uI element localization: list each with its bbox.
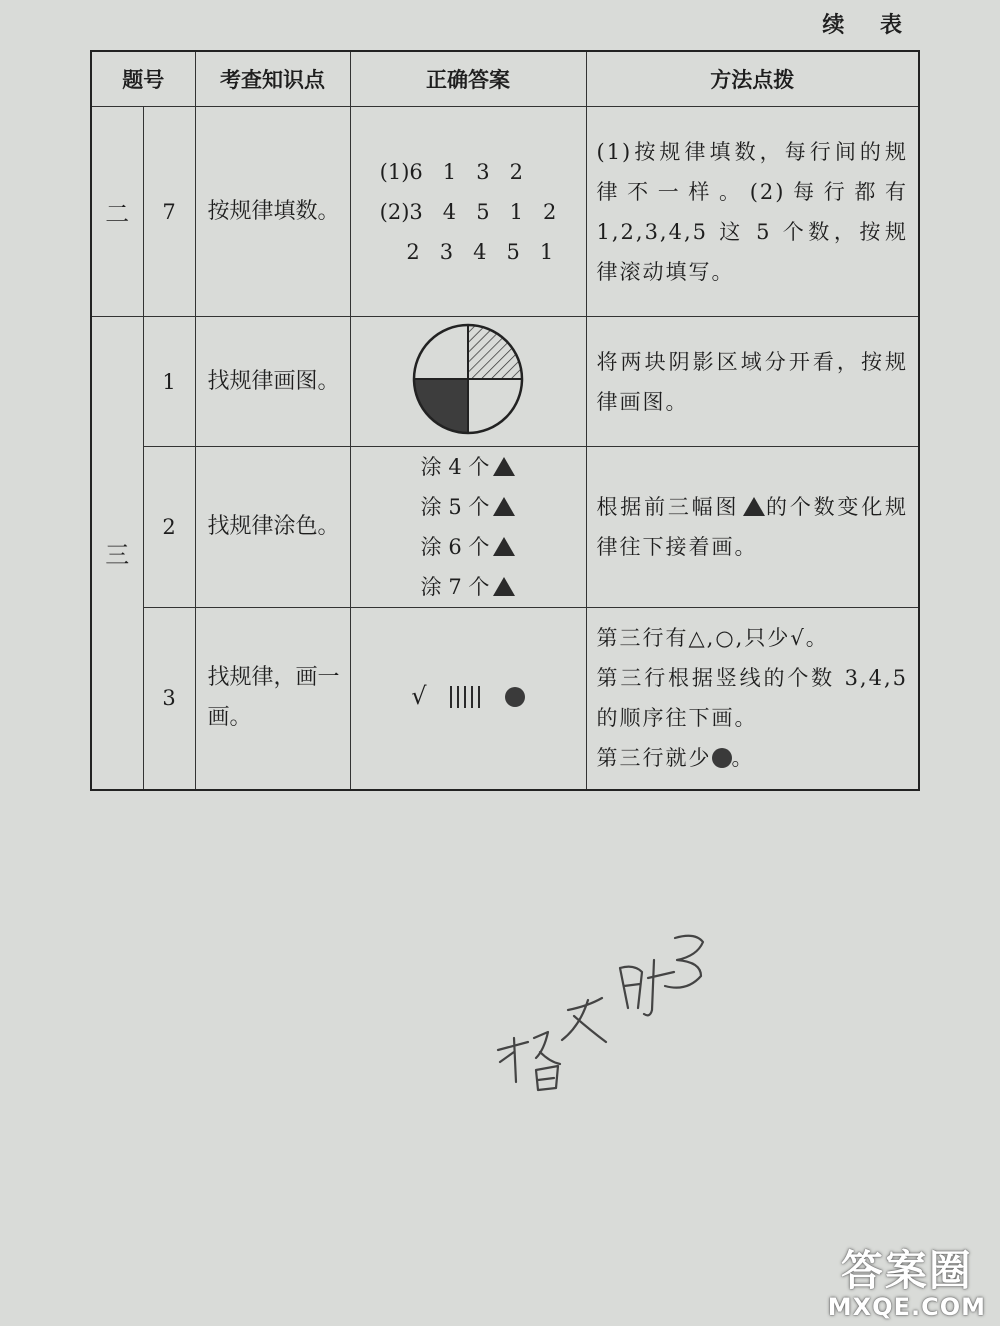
question-number: 2 — [143, 447, 195, 608]
table-header-row — [91, 51, 919, 107]
sequence-line: 2 3 4 5 1 — [379, 239, 554, 264]
answer-cell — [350, 107, 586, 317]
question-number: 3 — [143, 608, 195, 790]
section-label: 三 — [91, 317, 143, 790]
answer-cell — [350, 608, 586, 790]
sequence-line: (1)6 1 3 2 — [379, 159, 523, 184]
filled-triangle-icon — [493, 497, 515, 516]
table-row — [91, 107, 919, 317]
question-number: 1 — [143, 317, 195, 447]
header-number: 题号 — [91, 51, 195, 107]
number-sequence — [380, 152, 557, 272]
method-tip: (1)按规律填数，每行间的规律不一样。(2)每行都有 1,2,3,4,5 这 5 个数，按规律滚动填写。 — [586, 107, 919, 317]
method-tip: 将两块阴影区域分开看，按规律画图。 — [586, 317, 919, 447]
filled-triangle-icon — [743, 497, 765, 516]
filled-circle-icon — [712, 748, 732, 768]
header-knowledge: 考查知识点 — [195, 51, 350, 107]
answer-marks — [411, 682, 525, 710]
answer-table — [90, 50, 920, 791]
check-mark: √ — [411, 682, 431, 711]
list-item: 涂 5 个 — [351, 487, 586, 527]
five-vertical-bars — [450, 686, 485, 714]
sequence-line: (2)3 4 5 1 2 — [379, 199, 557, 224]
quartered-circle-figure — [410, 321, 526, 437]
question-number: 7 — [143, 107, 195, 317]
section-label: 二 — [91, 107, 143, 317]
method-tip: 根据前三幅图 的个数变化规律往下接着画。 — [586, 447, 919, 608]
list-item: 涂 7 个 — [351, 567, 586, 607]
header-method: 方法点拨 — [586, 51, 919, 107]
answer-cell — [350, 447, 586, 608]
knowledge-point: 找规律，画一画。 — [195, 608, 350, 790]
filled-triangle-icon — [493, 457, 515, 476]
table-row — [91, 317, 919, 447]
filled-triangle-icon — [493, 577, 515, 596]
knowledge-point: 找规律画图。 — [195, 317, 350, 447]
list-item: 涂 4 个 — [351, 447, 586, 487]
knowledge-point: 找规律涂色。 — [195, 447, 350, 608]
list-item: 涂 6 个 — [351, 527, 586, 567]
filled-triangle-icon — [493, 537, 515, 556]
table-row — [91, 608, 919, 790]
handwritten-signature — [470, 920, 730, 1120]
answer-cell — [350, 317, 586, 447]
continued-label: 续 表 — [822, 13, 916, 38]
filled-circle-icon — [505, 687, 525, 707]
method-tip: 第三行有△,○,只少√。 第三行根据竖线的个数 3,4,5 的顺序往下画。 第三行就少 。 — [586, 608, 919, 790]
knowledge-point: 按规律填数。 — [195, 107, 350, 317]
header-answer: 正确答案 — [350, 51, 586, 107]
table-row — [91, 447, 919, 608]
site-watermark: 答案圈 MXQE.COM — [827, 1246, 986, 1321]
